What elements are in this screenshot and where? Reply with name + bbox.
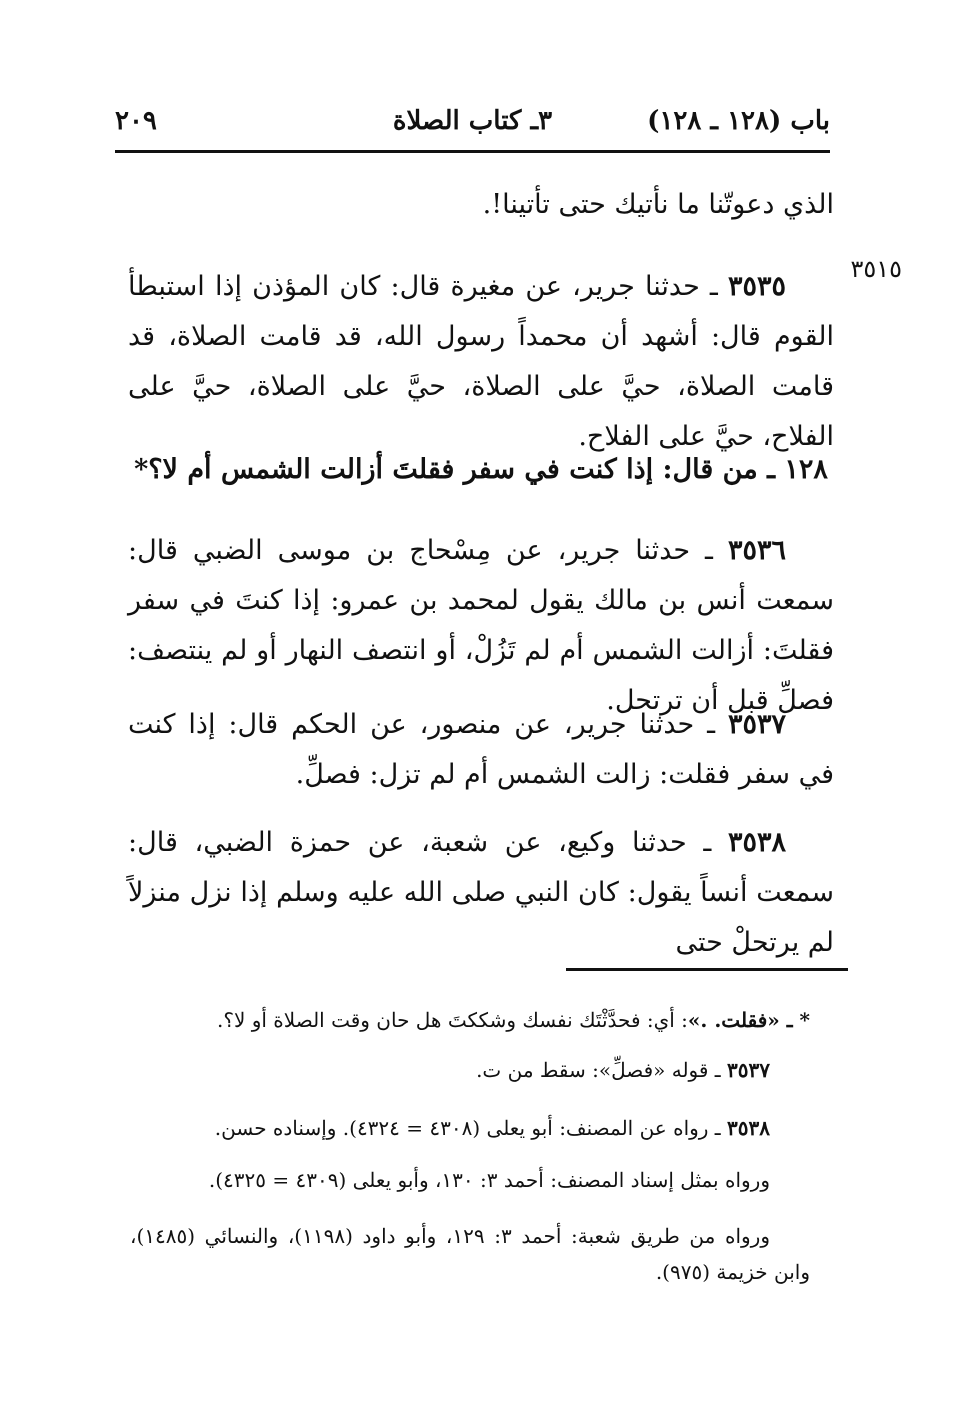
hadith-text: ـ حدثنا جرير، عن مغيرة قال: كان المؤذن إذا استبطأ القوم قال: أشهد أن محمداً رسول الله، قد قامت الصلاة، قد قامت الصلاة، حيَّ على الصلاة، حيَّ على الصلاة، حيَّ على الفلاح، حيَّ على الفلاح.	[128, 271, 834, 452]
footnote-3538-3	[130, 1218, 810, 1290]
footnote-text: ـ رواه عن المصنف: أبو يعلى (٤٣٠٨ = ٤٣٢٤). وإسناده حسن.	[214, 1116, 728, 1140]
footnote-text: ـ قوله «فصلِّ»: سقط من ت.	[476, 1058, 728, 1082]
footnote-lead: ٣٥٣٨	[727, 1116, 770, 1140]
margin-reference: ٣٥١٥	[850, 255, 902, 283]
hadith-text: ـ حدثنا وكيع، عن شعبة، عن حمزة الضبي، قال: سمعت أنساً يقول: كان النبي صلى الله عليه وسلم إذا نزل منزلاً لم يرتحلْ حتى	[128, 827, 834, 958]
page-number: ٢٠٩	[115, 106, 157, 136]
continuation-line: الذي دعوتّنا ما نأتيك حتى تأتينا!.	[482, 189, 834, 220]
continuation-text	[128, 180, 834, 230]
chapter-range: باب (١٢٨ ـ ١٢٨)	[647, 106, 830, 136]
hadith-number: ٣٥٣٧	[727, 709, 786, 740]
hadith-text: ـ حدثنا جرير، عن منصور، عن الحكم قال: إذا كنت في سفر فقلت: زالت الشمس أم لم تزل: فصلِّ.	[128, 709, 834, 790]
footnote-lead: * ـ «فقلت. .»	[687, 1008, 810, 1032]
running-header	[115, 104, 830, 153]
hadith-3537	[128, 700, 834, 800]
footnote-text: ورواه من طريق شعبة: أحمد ٣: ١٢٩، وأبو داود (١١٩٨)، والنسائي (١٤٨٥)، وابن خزيمة (٩٧٥).	[130, 1224, 810, 1284]
hadith-number: ٣٥٣٥	[727, 271, 786, 302]
footnote-3538-2	[130, 1162, 810, 1198]
hadith-number: ٣٥٣٦	[727, 535, 786, 566]
hadith-3535	[128, 262, 834, 462]
hadith-number: ٣٥٣٨	[727, 827, 786, 858]
hadith-3536	[128, 526, 834, 726]
hadith-text: ـ حدثنا جرير، عن مِسْحاج بن موسى الضبي قال: سمعت أنس بن مالك يقول لمحمد بن عمرو: إذا كنتَ في سفر فقلتَ: أزالت الشمس أم لم تَزُلْ، أو انتصف النهار أو لم ينتصف: فصلِّ قبل أن ترتحل.	[128, 535, 834, 716]
footnote-3538	[130, 1110, 810, 1146]
book-title: ٣ـ كتاب الصلاة	[392, 106, 553, 136]
footnote-separator	[566, 968, 848, 971]
footnote-text: : أي: فحدَّثْتَك نفسك وشككتَ هل حان وقت الصلاة أو لا؟.	[217, 1008, 688, 1032]
footnote-lead: ٣٥٣٧	[727, 1058, 770, 1082]
footnote-3537	[130, 1052, 810, 1088]
hadith-3538	[128, 818, 834, 968]
section-heading: ١٢٨ ـ من قال: إذا كنت في سفر فقلتَ أزالت الشمس أم لا؟*	[134, 454, 828, 485]
footnote-text: ورواه بمثل إسناد المصنف: أحمد ٣: ١٣٠، وأبو يعلى (٤٣٠٩ = ٤٣٢٥).	[208, 1168, 770, 1192]
footnote-star	[130, 1002, 810, 1038]
